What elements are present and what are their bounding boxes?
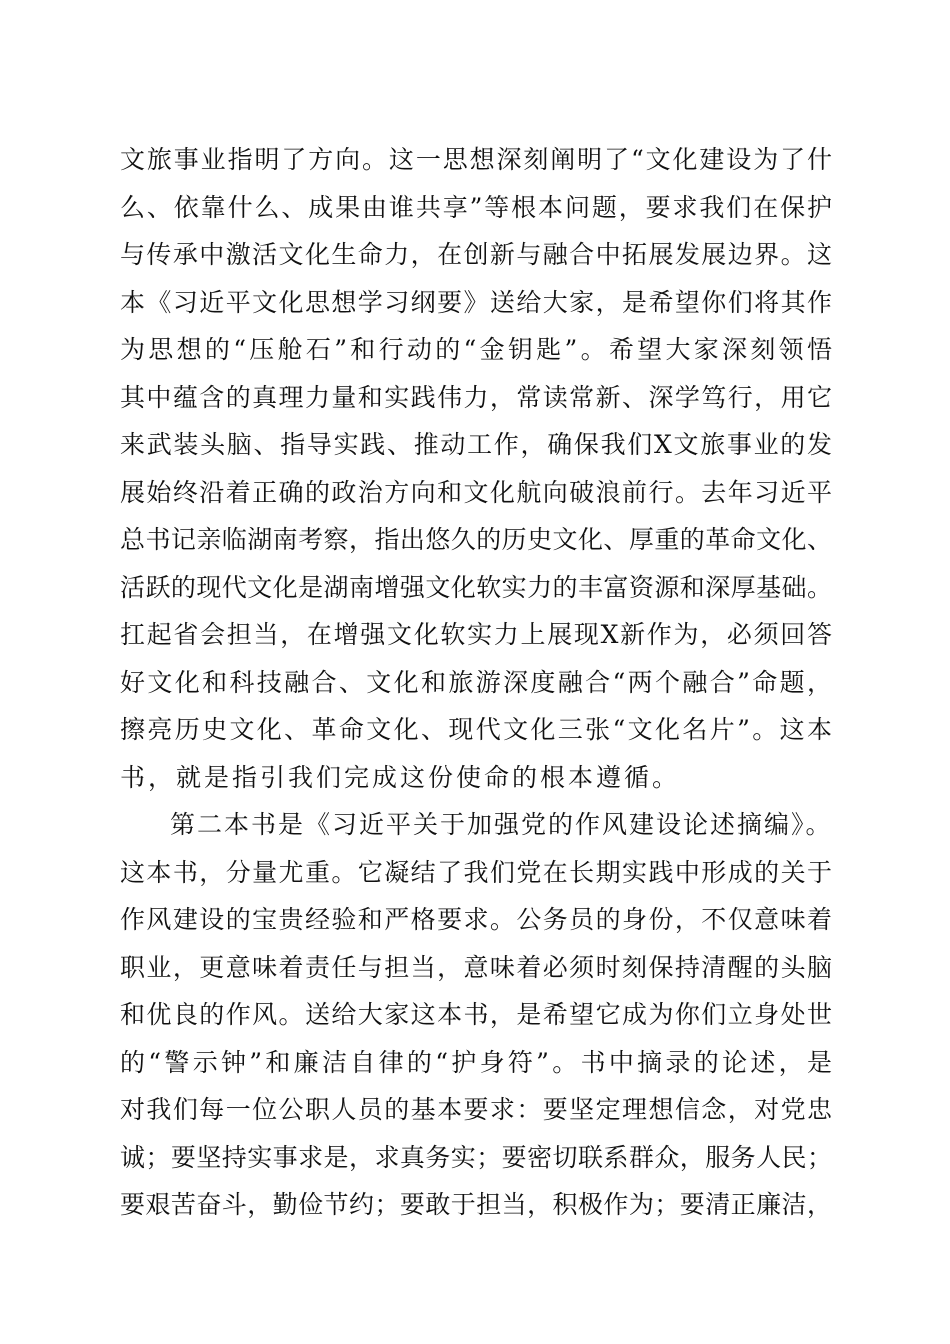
text-line: 和优良的作风。送给大家这本书，是希望它成为你们立身处世 [120,1000,832,1029]
text-line: 总书记亲临湖南考察，指出悠久的历史文化、厚重的革命文化、 [120,525,832,554]
text-line-paragraph-start: 第二本书是《习近平关于加强党的作风建设论述摘编》。 [170,810,833,839]
text-line: 好文化和科技融合、文化和旅游深度融合“两个融合”命题， [120,667,832,697]
text-line: 要艰苦奋斗，勤俭节约；要敢于担当，积极作为；要清正廉洁， [120,1190,832,1219]
text-line: 擦亮历史文化、革命文化、现代文化三张“文化名片”。这本 [120,715,832,744]
text-line: 活跃的现代文化是湖南增强文化软实力的丰富资源和深厚基础。 [120,572,832,602]
text-line: 这本书，分量尤重。它凝结了我们党在长期实践中形成的关于 [120,857,832,887]
text-line: 诚；要坚持实事求是，求真务实；要密切联系群众，服务人民； [120,1142,832,1172]
text-line-paragraph-end: 书，就是指引我们完成这份使命的根本遵循。 [120,762,681,792]
text-line: 扛起省会担当，在增强文化软实力上展现X新作为，必须回答 [120,620,832,649]
text-line: 作风建设的宝贵经验和严格要求。公务员的身份，不仅意味着 [120,905,832,934]
text-line: 来武装头脑、指导实践、推动工作，确保我们X文旅事业的发 [120,430,832,459]
text-line: 么、依靠什么、成果由谁共享”等根本问题，要求我们在保护 [120,192,832,222]
text-line: 职业，更意味着责任与担当，意味着必须时刻保持清醒的头脑 [120,952,832,982]
body-text [120,136,832,1229]
text-line: 为思想的“压舱石”和行动的“金钥匙”。希望大家深刻领悟 [120,335,832,364]
text-line: 对我们每一位公职人员的基本要求：要坚定理想信念，对党忠 [120,1095,832,1124]
text-line: 其中蕴含的真理力量和实践伟力，常读常新、深学笃行，用它 [120,382,832,412]
text-line: 的“警示钟”和廉洁自律的“护身符”。书中摘录的论述，是 [120,1047,832,1077]
text-line: 文旅事业指明了方向。这一思想深刻阐明了“文化建设为了什 [120,145,832,174]
text-line: 展始终沿着正确的政治方向和文化航向破浪前行。去年习近平 [120,477,832,507]
text-line: 本《习近平文化思想学习纲要》送给大家，是希望你们将其作 [120,287,832,317]
text-line: 与传承中激活文化生命力，在创新与融合中拓展发展边界。这 [120,240,832,269]
